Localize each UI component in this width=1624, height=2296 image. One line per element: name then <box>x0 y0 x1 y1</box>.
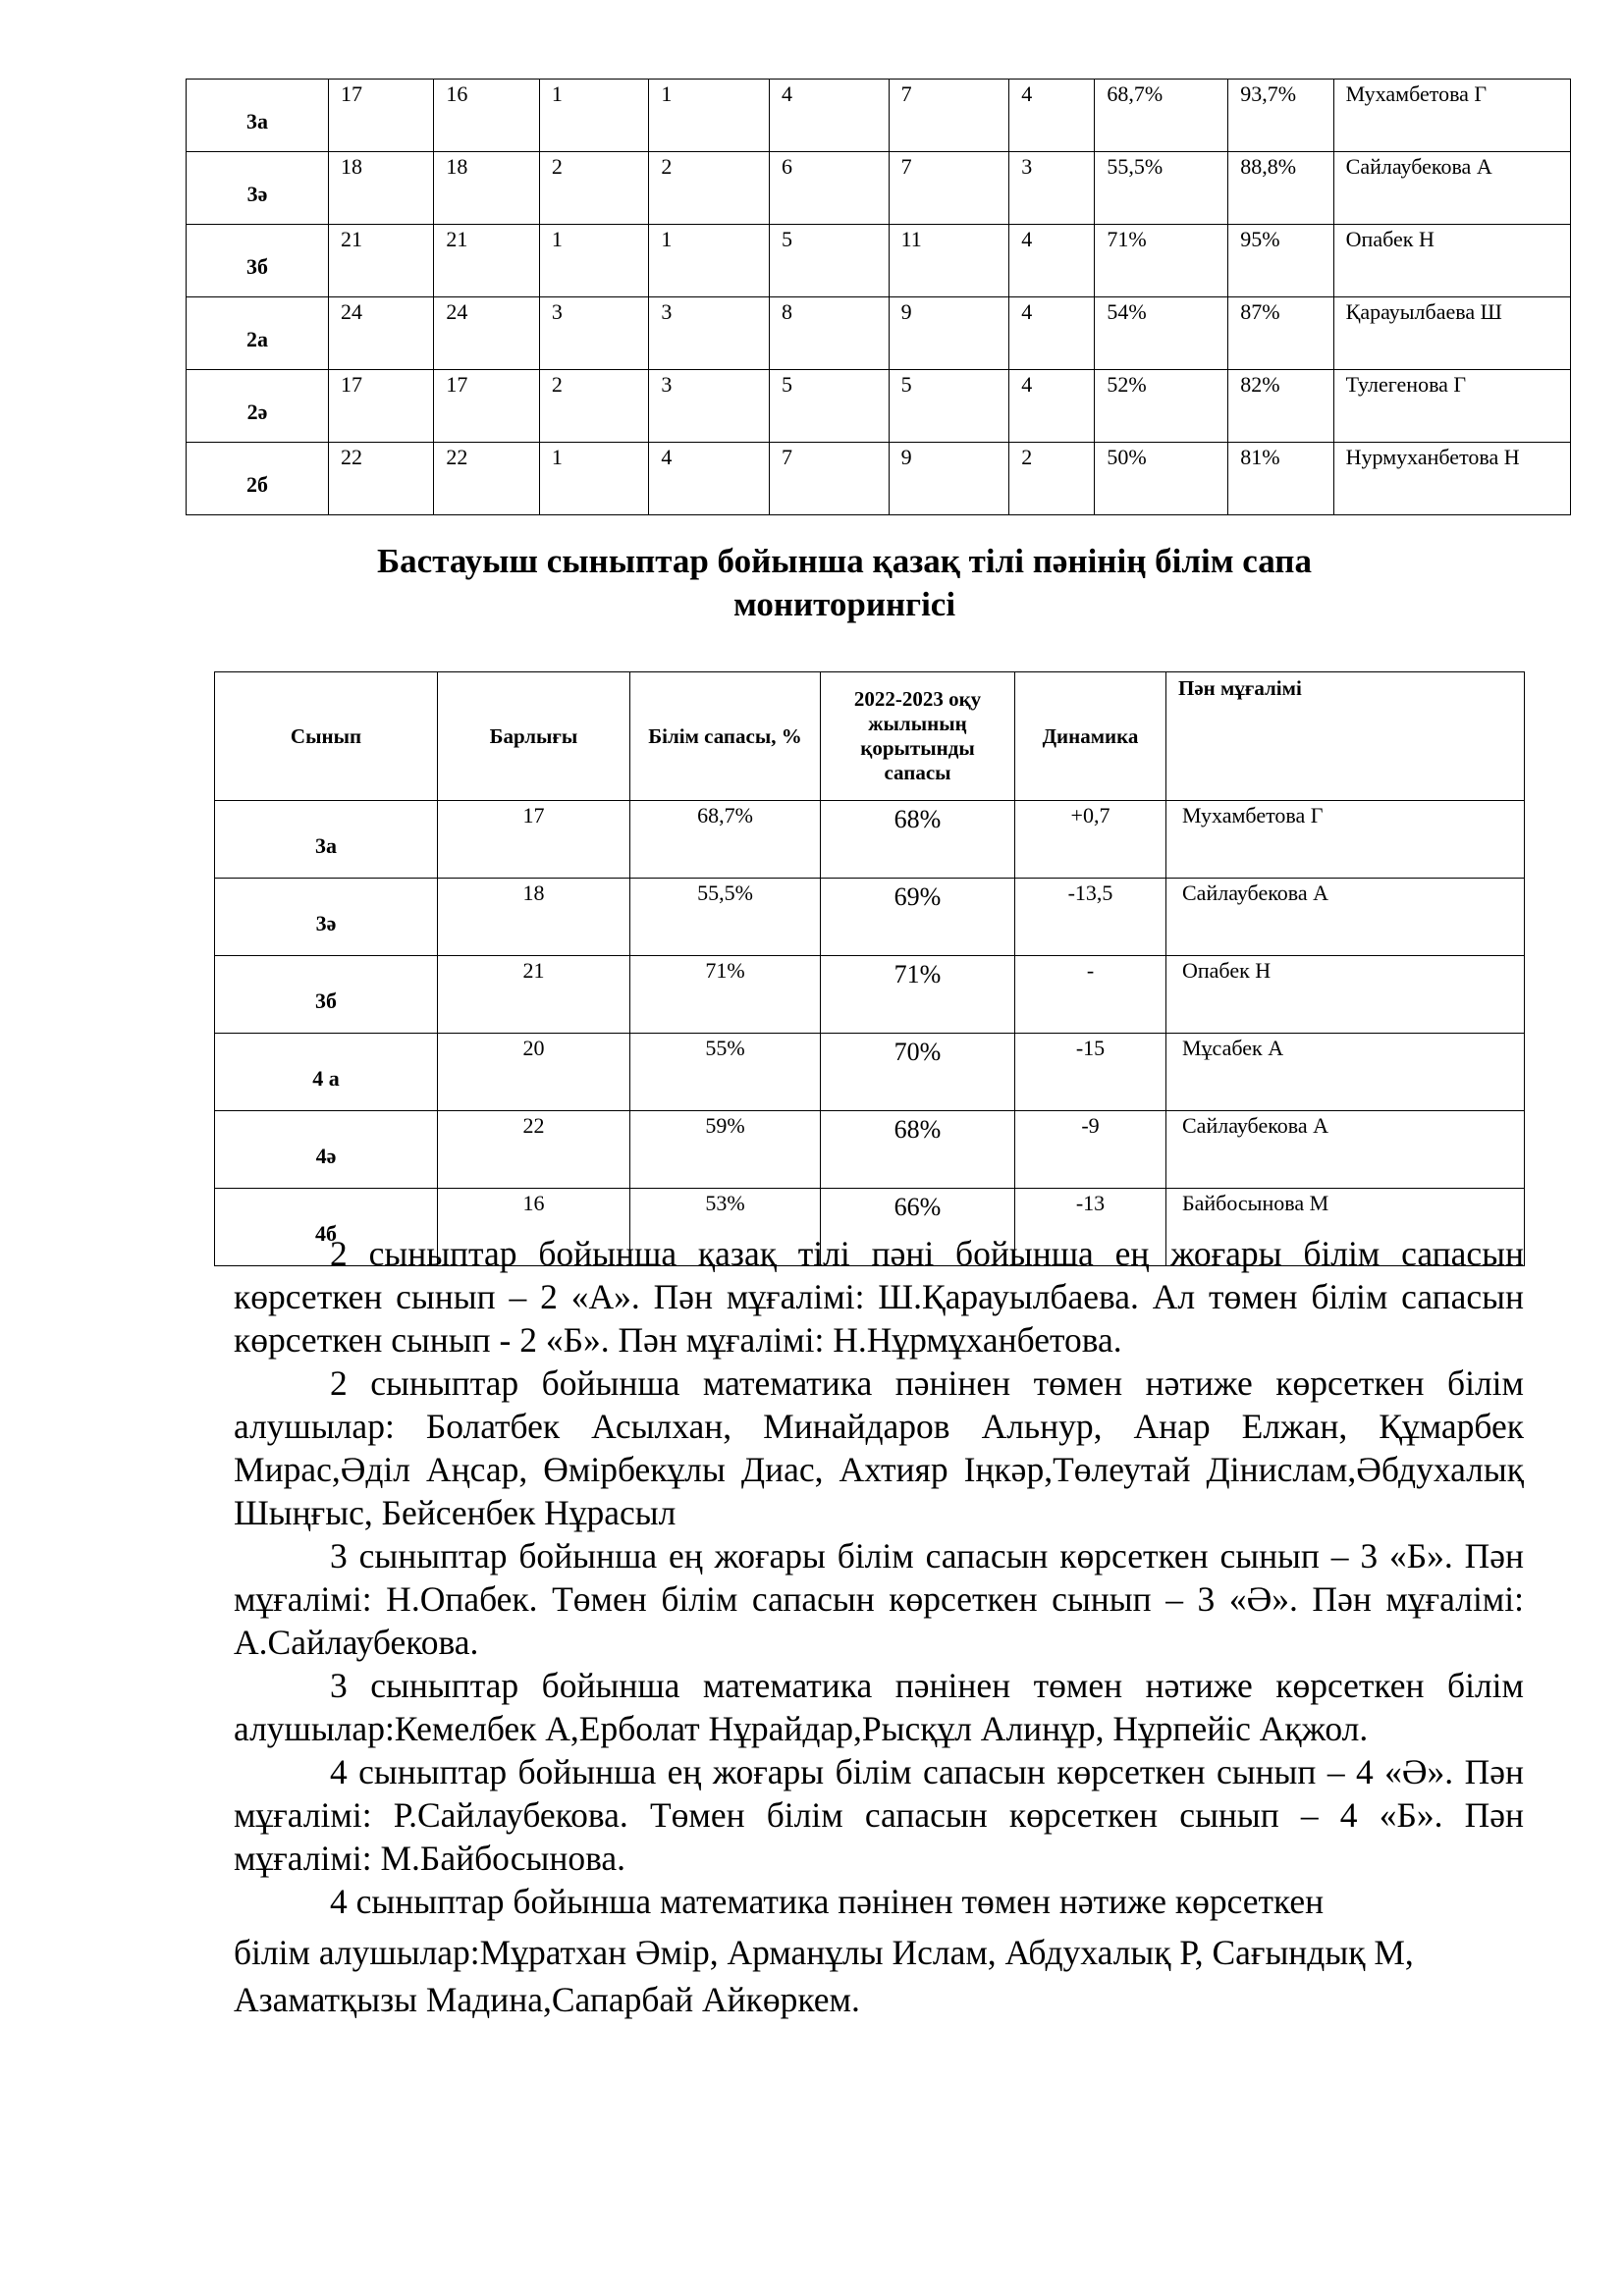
value-cell: 17 <box>328 370 433 443</box>
table-row <box>187 370 1571 443</box>
value-cell: 4 <box>1009 297 1095 370</box>
value-cell: 18 <box>434 152 539 225</box>
paragraph: 2 сыныптар бойынша математика пәнінен төмен нәтиже көрсеткен білім алушылар: Болатбек Асылхан, Минайдаров Альнур, Анар Елжан, Құмарбек Мирас,Әділ Аңсар, Өмірбекұлы Диас, Ахтияр Іңкәр,Төлеутай Дінислам,Әбдухалық Шыңғыс, Бейсенбек Нұрасыл <box>234 1363 1524 1532</box>
value-cell: 50% <box>1095 443 1228 515</box>
paragraph: 2 сыныптар бойынша қазақ тілі пәні бойынша ең жоғары білім сапасын көрсеткен сынып – 2 «А». Пән мұғалімі: Ш.Қарауылбаева. Ал төмен білім сапасын көрсеткен сынып - 2 «Б». Пән мұғалімі: Н.Нұрмұханбетова. <box>234 1234 1524 1360</box>
class-cell: 3а <box>215 801 438 879</box>
teacher-cell: Мұсабек А <box>1166 1034 1525 1111</box>
teacher-cell: Қарауылбаева Ш <box>1333 297 1570 370</box>
section-title-line1: Бастауыш сыныптар бойынша қазақ тілі пәнінің білім сапа <box>377 542 1312 580</box>
value-cell: 7 <box>889 152 1009 225</box>
dynamics-cell: -13,5 <box>1015 879 1166 956</box>
teacher-cell: Сайлаубекова А <box>1166 879 1525 956</box>
paragraph: 4 сыныптар бойынша математика пәнінен төмен нәтиже көрсеткен <box>330 1882 1325 1921</box>
quality-cell: 71% <box>630 956 821 1034</box>
class-results-table-continued <box>186 79 1571 515</box>
value-cell: 5 <box>769 225 889 297</box>
teacher-cell: Байбосынова М <box>1166 1189 1525 1266</box>
table-row <box>215 1034 1525 1111</box>
total-cell: 20 <box>438 1034 630 1111</box>
value-cell: 87% <box>1228 297 1333 370</box>
value-cell: 4 <box>1009 80 1095 152</box>
table-row <box>187 80 1571 152</box>
value-cell: 9 <box>889 297 1009 370</box>
value-cell: 5 <box>889 370 1009 443</box>
value-cell: 55,5% <box>1095 152 1228 225</box>
value-cell: 1 <box>649 80 770 152</box>
value-cell: 88,8% <box>1228 152 1333 225</box>
value-cell: 16 <box>434 80 539 152</box>
dynamics-cell: +0,7 <box>1015 801 1166 879</box>
prev-quality-cell: 68% <box>821 1111 1015 1189</box>
dynamics-cell: -13 <box>1015 1189 1166 1266</box>
value-cell: 9 <box>889 443 1009 515</box>
table-row <box>215 801 1525 879</box>
teacher-cell: Мухамбетова Г <box>1166 801 1525 879</box>
kazakh-language-quality-table <box>214 671 1525 1266</box>
value-cell: 17 <box>434 370 539 443</box>
paragraph: 3 сыныптар бойынша ең жоғары білім сапасын көрсеткен сынып – 3 «Б». Пән мұғалімі: Н.Опабек. Төмен білім сапасын көрсеткен сынып – 3 «Ә». Пән мұғалімі: А.Сайлаубекова. <box>234 1536 1524 1662</box>
value-cell: 17 <box>328 80 433 152</box>
value-cell: 6 <box>769 152 889 225</box>
value-cell: 22 <box>328 443 433 515</box>
value-cell: 11 <box>889 225 1009 297</box>
total-cell: 21 <box>438 956 630 1034</box>
value-cell: 3 <box>649 370 770 443</box>
teacher-cell: Мухамбетова Г <box>1333 80 1570 152</box>
value-cell: 1 <box>539 80 649 152</box>
class-cell: 3а <box>187 80 329 152</box>
value-cell: 3 <box>1009 152 1095 225</box>
class-cell: 2а <box>187 297 329 370</box>
prev-quality-cell: 66% <box>821 1189 1015 1266</box>
quality-cell: 59% <box>630 1111 821 1189</box>
value-cell: 8 <box>769 297 889 370</box>
table-row <box>187 152 1571 225</box>
header-teacher: Пән мұғалімі <box>1166 672 1525 801</box>
value-cell: 4 <box>649 443 770 515</box>
prev-quality-cell: 71% <box>821 956 1015 1034</box>
value-cell: 21 <box>434 225 539 297</box>
teacher-cell: Нурмуханбетова Н <box>1333 443 1570 515</box>
teacher-cell: Опабек Н <box>1166 956 1525 1034</box>
total-cell: 17 <box>438 801 630 879</box>
quality-cell: 68,7% <box>630 801 821 879</box>
header-quality: Білім сапасы, % <box>630 672 821 801</box>
value-cell: 18 <box>328 152 433 225</box>
dynamics-cell: - <box>1015 956 1166 1034</box>
paragraph: 3 сыныптар бойынша математика пәнінен төмен нәтиже көрсеткен білім алушылар:Кемелбек А,Ерболат Нұрайдар,Рысқұл Алинұр, Нұрпейіс Ақжол. <box>234 1666 1524 1748</box>
value-cell: 4 <box>769 80 889 152</box>
value-cell: 1 <box>649 225 770 297</box>
value-cell: 21 <box>328 225 433 297</box>
table-row <box>215 1111 1525 1189</box>
value-cell: 82% <box>1228 370 1333 443</box>
teacher-cell: Сайлаубекова А <box>1166 1111 1525 1189</box>
value-cell: 7 <box>889 80 1009 152</box>
section-title <box>295 540 1394 626</box>
class-cell: 4ә <box>215 1111 438 1189</box>
value-cell: 52% <box>1095 370 1228 443</box>
class-cell: 2б <box>187 443 329 515</box>
value-cell: 4 <box>1009 225 1095 297</box>
class-cell: 3б <box>215 956 438 1034</box>
header-prev-year-quality: 2022-2023 оқу жылының қорытынды сапасы <box>821 672 1015 801</box>
class-cell: 3ә <box>187 152 329 225</box>
teacher-cell: Сайлаубекова А <box>1333 152 1570 225</box>
quality-cell: 55,5% <box>630 879 821 956</box>
table-row <box>187 443 1571 515</box>
table-row <box>187 225 1571 297</box>
dynamics-cell: -9 <box>1015 1111 1166 1189</box>
value-cell: 1 <box>539 443 649 515</box>
quality-cell: 53% <box>630 1189 821 1266</box>
teacher-cell: Тулегенова Г <box>1333 370 1570 443</box>
class-cell: 2ә <box>187 370 329 443</box>
prev-quality-cell: 68% <box>821 801 1015 879</box>
dynamics-cell: -15 <box>1015 1034 1166 1111</box>
header-class: Сынып <box>215 672 438 801</box>
value-cell: 24 <box>328 297 433 370</box>
value-cell: 5 <box>769 370 889 443</box>
quality-cell: 55% <box>630 1034 821 1111</box>
paragraph: 4 сыныптар бойынша ең жоғары білім сапасын көрсеткен сынып – 4 «Ә». Пән мұғалімі: Р.Сайлаубекова. Төмен білім сапасын көрсеткен сынып – 4 «Б». Пән мұғалімі: М.Байбосынова. <box>234 1752 1524 1878</box>
paragraph: білім алушылар:Мұратхан Әмір, Арманұлы Ислам, Абдухалық Р, Сағындық М, Азаматқызы Мадина,Сапарбай Айкөркем. <box>234 1933 1414 2019</box>
table-row <box>187 297 1571 370</box>
analysis-text <box>234 1232 1524 2023</box>
value-cell: 68,7% <box>1095 80 1228 152</box>
value-cell: 7 <box>769 443 889 515</box>
class-cell: 4 а <box>215 1034 438 1111</box>
value-cell: 22 <box>434 443 539 515</box>
value-cell: 3 <box>539 297 649 370</box>
value-cell: 3 <box>649 297 770 370</box>
value-cell: 2 <box>539 370 649 443</box>
header-total: Барлығы <box>438 672 630 801</box>
value-cell: 95% <box>1228 225 1333 297</box>
value-cell: 2 <box>1009 443 1095 515</box>
value-cell: 54% <box>1095 297 1228 370</box>
total-cell: 16 <box>438 1189 630 1266</box>
table-row <box>215 956 1525 1034</box>
section-title-line2: мониторингісі <box>732 585 956 623</box>
value-cell: 93,7% <box>1228 80 1333 152</box>
value-cell: 2 <box>649 152 770 225</box>
value-cell: 71% <box>1095 225 1228 297</box>
table-row <box>215 879 1525 956</box>
prev-quality-cell: 69% <box>821 879 1015 956</box>
total-cell: 22 <box>438 1111 630 1189</box>
table-header-row <box>215 672 1525 801</box>
value-cell: 1 <box>539 225 649 297</box>
teacher-cell: Опабек Н <box>1333 225 1570 297</box>
value-cell: 2 <box>539 152 649 225</box>
class-cell: 3б <box>187 225 329 297</box>
class-cell: 3ә <box>215 879 438 956</box>
total-cell: 18 <box>438 879 630 956</box>
value-cell: 81% <box>1228 443 1333 515</box>
prev-quality-cell: 70% <box>821 1034 1015 1111</box>
value-cell: 24 <box>434 297 539 370</box>
class-cell: 4б <box>215 1189 438 1266</box>
header-dynamics: Динамика <box>1015 672 1166 801</box>
value-cell: 4 <box>1009 370 1095 443</box>
